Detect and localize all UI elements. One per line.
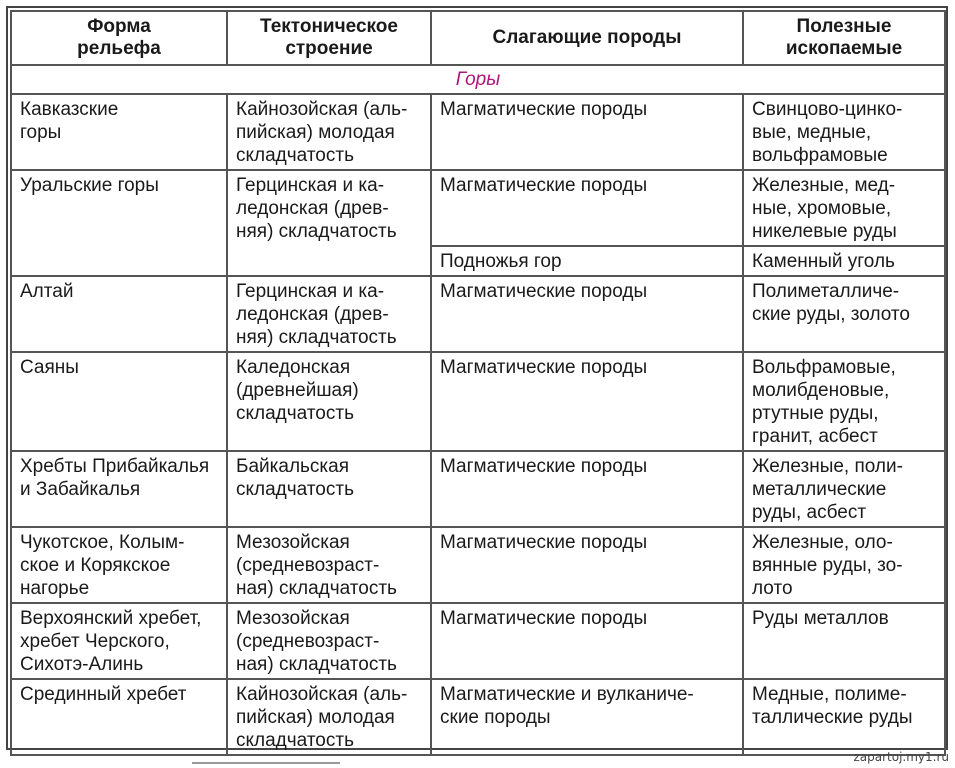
table-row — [11, 451, 945, 527]
table-row — [11, 679, 945, 755]
cell-rocks: Подножья гор — [431, 246, 743, 276]
table-row — [11, 527, 945, 603]
cell-form: Верхоянский хребет, хребет Черского, Сихотэ-Алинь — [11, 603, 227, 679]
cell-minerals: Вольфрамовые, молибденовые, ртутные руды, гранит, асбест — [743, 352, 945, 451]
cell-minerals: Железные, оло- вянные руды, зо- лото — [743, 527, 945, 603]
cell-tectonic: Кайнозойская (аль- пийская) молодая складчатость — [227, 679, 431, 755]
section-label: Горы — [11, 65, 945, 94]
cell-minerals: Медные, полиме- таллические руды — [743, 679, 945, 755]
table-row — [11, 170, 945, 246]
cell-tectonic: Герцинская и ка- ледонская (древ- няя) складчатость — [227, 170, 431, 276]
cell-form: Алтай — [11, 276, 227, 352]
header-rocks: Слагающие породы — [431, 11, 743, 65]
table-row — [11, 603, 945, 679]
table-row — [11, 352, 945, 451]
cell-minerals: Каменный уголь — [743, 246, 945, 276]
cell-form: Чукотское, Колым- ское и Корякское нагорье — [11, 527, 227, 603]
header-minerals: Полезные ископаемые — [743, 11, 945, 65]
cell-minerals: Свинцово-цинко- вые, медные, вольфрамовые — [743, 94, 945, 170]
cell-form: Саяны — [11, 352, 227, 451]
table-row — [11, 276, 945, 352]
cell-tectonic: Каледонская (древнейшая) складчатость — [227, 352, 431, 451]
header-form: Форма рельефа — [11, 11, 227, 65]
cell-tectonic: Байкальская складчатость — [227, 451, 431, 527]
cell-rocks: Магматические породы — [431, 527, 743, 603]
cell-tectonic: Мезозойская (средневозраст- ная) складчатость — [227, 603, 431, 679]
cell-form: Уральские горы — [11, 170, 227, 276]
cell-rocks: Магматические породы — [431, 603, 743, 679]
relief-table — [10, 10, 946, 756]
cell-minerals: Железные, мед- ные, хромовые, никелевые руды — [743, 170, 945, 246]
section-row — [11, 65, 945, 94]
cell-form: Срединный хребет — [11, 679, 227, 755]
footer-divider — [192, 762, 340, 764]
cell-tectonic: Кайнозойская (аль- пийская) молодая складчатость — [227, 94, 431, 170]
cell-tectonic: Мезозойская (средневозраст- ная) складчатость — [227, 527, 431, 603]
cell-rocks: Магматические породы — [431, 352, 743, 451]
watermark-text: zapartoj.my1.ru — [853, 750, 949, 764]
cell-tectonic: Герцинская и ка- ледонская (древ- няя) складчатость — [227, 276, 431, 352]
cell-rocks: Магматические породы — [431, 94, 743, 170]
cell-minerals: Железные, поли- металлические руды, асбест — [743, 451, 945, 527]
cell-form: Хребты Прибайкалья и Забайкалья — [11, 451, 227, 527]
cell-rocks: Магматические и вулканиче- ские породы — [431, 679, 743, 755]
cell-rocks: Магматические породы — [431, 276, 743, 352]
header-tectonic: Тектоническое строение — [227, 11, 431, 65]
table-row — [11, 94, 945, 170]
cell-minerals: Полиметалличе- ские руды, золото — [743, 276, 945, 352]
cell-rocks: Магматические породы — [431, 451, 743, 527]
cell-rocks: Магматические породы — [431, 170, 743, 246]
header-row — [11, 11, 945, 65]
cell-minerals: Руды металлов — [743, 603, 945, 679]
cell-form: Кавказские горы — [11, 94, 227, 170]
